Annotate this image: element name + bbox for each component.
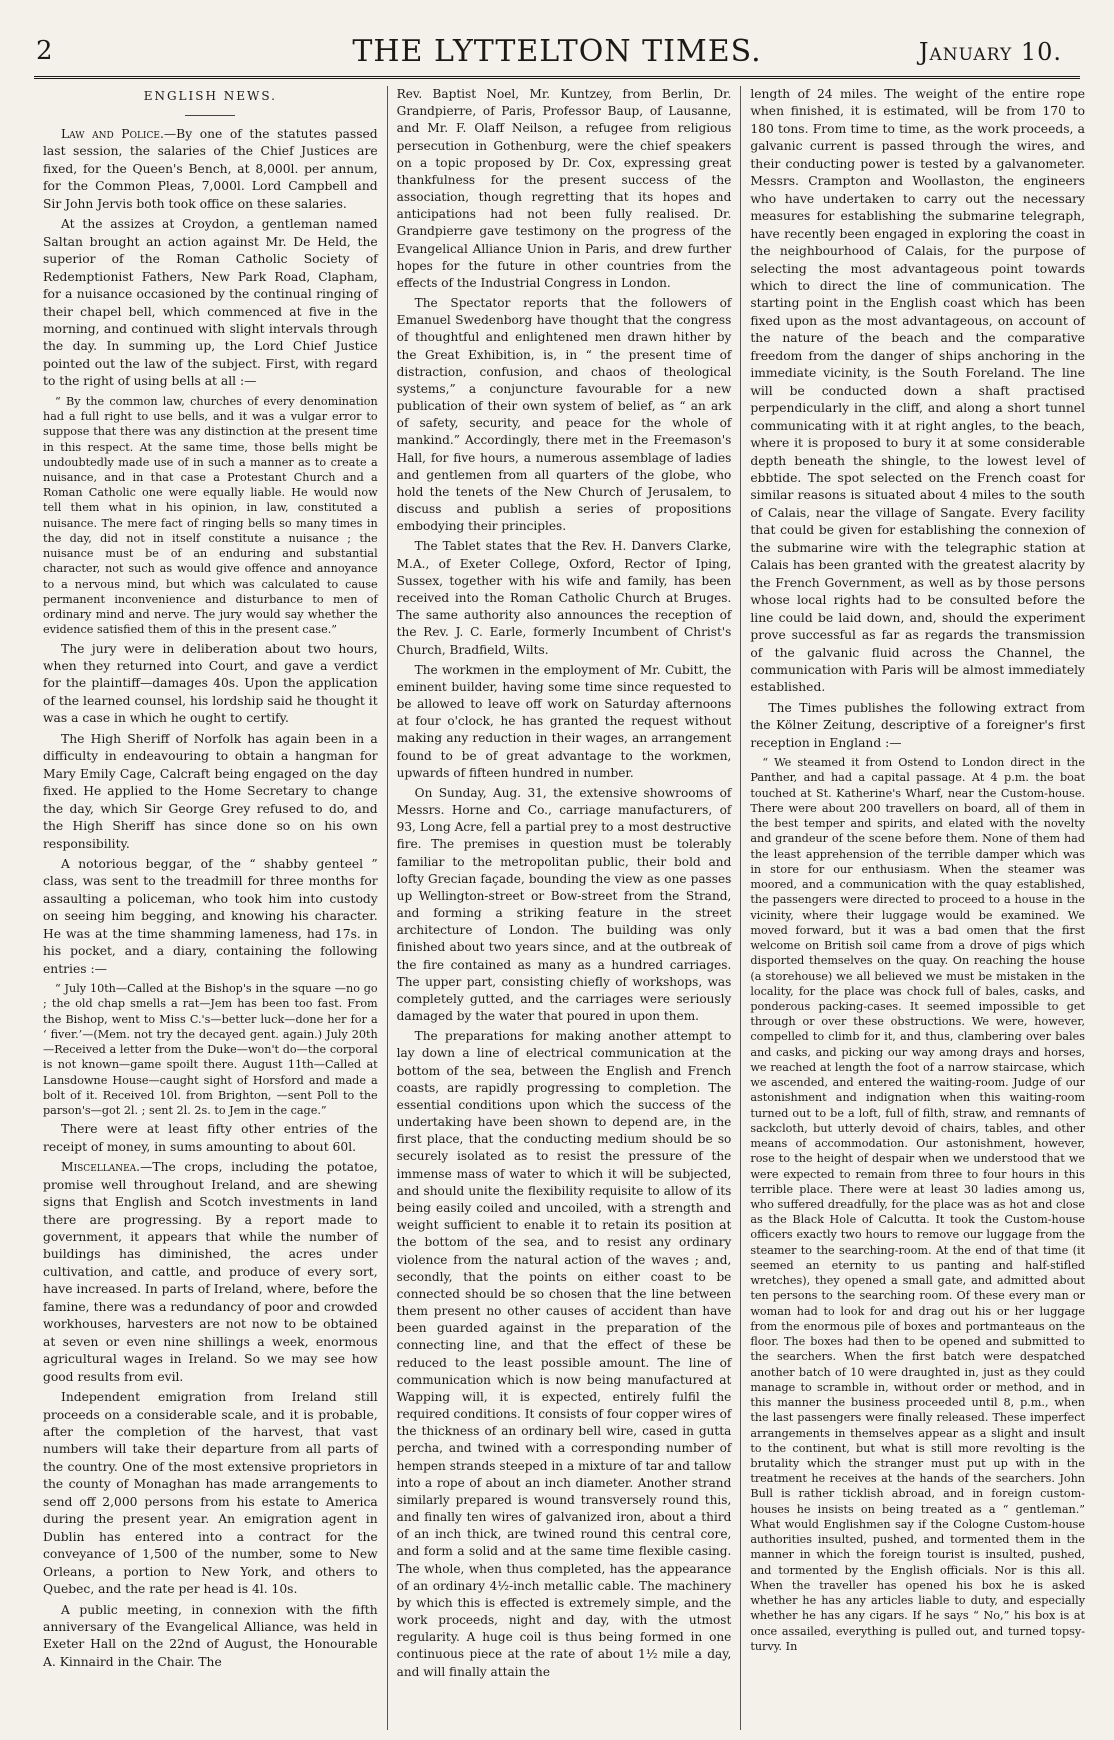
paragraph-text: “ July 10th—Called at the Bishop's in the square —no go ; the old chap smells a rat—Jem has been too fast. From the Bishop, went to Miss C.'s—better luck—done her for a ‘ fiver.’—(Mem. not try the decayed gent. again.) July 20th—Received a letter from the Duke—won't do—the corporal is not known—game spoilt there. August 11th—Called at Lansdowne House—caught sight of Horsford and made a bolt of it. Received 10l. from Brighton, —sent Poll to the parson's—got 2l. ; sent 2l. 2s. to Jem in the cage.” — [43, 982, 378, 1118]
article-paragraph — [397, 538, 732, 658]
masthead — [34, 30, 1080, 79]
paragraph-text: Independent emigration from Ireland still proceeds on a considerable scale, and it is probable, after the completion of the harvest, that vast numbers will take their departure from all parts of the country. One of the most extensive proprietors in the county of Monaghan has made arrangements to send off 2,000 persons from his estate to America during the present year. An emigration agent in Dublin has entered into a contract for the conveyance of 1,500 of the number, some to New Orleans, a portion to New York, and others to Quebec, and the rate per head is 4l. 10s. — [43, 1390, 378, 1597]
article-paragraph — [43, 856, 378, 978]
paragraph-text: The crops, including the potatoe, promise well throughout Ireland, and are shewing signs that English and Scotch investments in land there are progressing. By a report made to government, it appears that while the number of buildings has diminished, the acres under cultivation, and cattle, and produce of every sort, have increased. In parts of Ireland, where, before the famine, there was a redundancy of poor and crowded workhouses, harvesters are not now to be obtained at seven or even nine shillings a week, enormous agricultural wages in Ireland. So we may see how good results from evil. — [43, 1160, 378, 1384]
article-paragraph — [750, 700, 1085, 752]
newspaper-title: THE LYTTELTON TIMES. — [352, 34, 762, 69]
column-2 — [387, 86, 741, 1730]
paragraph-text: The workmen in the employment of Mr. Cubitt, the eminent builder, having some time since requested to be allowed to leave off work on Saturday afternoons at four o'clock, he has granted the request without making any reduction in their wages, an arrangement found to be of great advantage to the workmen, upwards of fifteen hundred in number. — [396, 662, 732, 780]
article-paragraph — [43, 1602, 378, 1672]
paragraph-text: At the assizes at Croydon, a gentleman named Saltan brought an action against Mr. De Held, the superior of the Roman Catholic Society of Redemptionist Fathers, New Park Road, Clapham, for a nuisance occasioned by the continual ringing of their chapel bell, which commenced at five in the morning, and continued with slight intervals through the day. In summing up, the Lord Chief Justice pointed out the law of the subject. First, with regard to the right of using bells at all :— — [43, 217, 378, 389]
column-1 — [34, 86, 387, 1730]
paragraph-text: The Spectator reports that the followers of Emanuel Swedenborg have thought that the congress of thoughtful and enlightened men drawn hither by the Great Exhibition, is, in “ the present time of distraction, confusion, and chaos of theological systems,” a conjuncture favourable for a new publication of their own system of belief, as “ an ark of safety, security, and peace for the whole of mankind.” Accordingly, there met in the Freemason's Hall, for five hours, a numerous assemblage of ladies and gentlemen from all quarters of the globe, who hold the tenets of the New Church of Jerusalem, to discuss and publish a series of propositions embodying their principles. — [396, 296, 732, 534]
paragraph-text: The Tablet states that the Rev. H. Danvers Clarke, M.A., of Exeter College, Oxford, Rector of Iping, Sussex, together with his wife and family, has been received into the Roman Catholic Church at Bruges. The same authority also announces the reception of the Rev. J. C. Earle, formerly Incumbent of Christ's Church, Bradfield, Wilts. — [396, 539, 732, 657]
article-paragraph — [397, 662, 732, 782]
page-number: 2 — [36, 36, 53, 66]
article-paragraph — [397, 785, 732, 1025]
paragraph-lead: Miscellanea.— — [61, 1160, 153, 1175]
article-paragraph — [397, 1028, 732, 1681]
article-paragraph — [43, 1159, 378, 1386]
paragraph-text: “ We steamed it from Ostend to London direct in the Panther, and had a capital passage. At 4 p.m. the boat touched at St. Katherine's Wharf, near the Custom-house. There were about 200 travellers on board, all of them in the best temper and spirits, and elated with the novelty and grandeur of the scene before them. None of them had the least apprehension of the terrible damper which was in store for our enthusiasm. When the steamer was moored, and a communication with the quay established, the passengers were directed to proceed to a house in the vicinity, where their luggage would be examined. We moved forward, but it was a bad omen that the first welcome on British soil came from a drove of pigs which disported themselves on the quay. On reaching the house (a storehouse) we all believed we must be mistaken in the locality, for the place was chock full of bales, casks, and ponderous packing-cases. It seemed impossible to get through or over these obstructions. We were, however, compelled to climb for it, and thus, clambering over bales and casks, and picking our way among drays and horses, we reached at length the foot of a narrow staircase, which we ascended, and entered the waiting-room. Judge of our astonishment and indignation when this waiting-room turned out to be a loft, full of filth, straw, and remnants of sackcloth, but utterly devoid of chairs, tables, and other means of accommodation. Our astonishment, however, rose to the height of despair when we understood that we were expected to remain from three to four hours in this terrible place. There were at least 30 ladies among us, who suffered dreadfully, for the place was as hot and close as the Black Hole of Calcutta. It took the Custom-house officers exactly two hours to remove our luggage from the steamer to the searching-room. At the end of that time (it seemed an eternity to us panting and half-stifled wretches), they opened a small gate, and admitted about ten persons to the searching room. Of these every man or woman had to look for and drag out his or her luggage from the enormous pile of boxes and portmanteaus on the floor. The boxes had then to be opened and submitted to the searchers. When the first batch were despatched another batch of 10 were draughted in, just as they could manage to scramble in, without order or method, and in this manner the business proceeded until 8, p.m., when the last passengers were finally released. These imperfect arrangements in themselves appear as a slight and insult to the continent, but what is still more revolting is the brutality which the stranger must put up with in the treatment he receives at the hands of the searchers. John Bull is rather ticklish abroad, and in foreign custom-houses he insists on being treated as a “ gentleman.” What would Englishmen say if the Cologne Custom-house authorities insulted, pushed, and tormented them in the manner in which the foreign tourist is insulted, pushed, and tormented by the English officials. Nor is this all. When the traveller has opened his box he is asked whether he has any articles liable to duty, and especially whether he has any cigars. If he says “ No,” his box is at once assailed, everything is pulled out, and turned topsy-turvy. In — [750, 756, 1086, 1653]
article-paragraph — [43, 126, 378, 213]
article-paragraph — [43, 981, 378, 1118]
paragraph-text: The jury were in deliberation about two hours, when they returned into Court, and gave a verdict for the plaintiff—damages 40s. Upon the application of the learned counsel, his lordship said he thought it was a case in which he ought to certify. — [43, 641, 378, 726]
paragraph-text: There were at least fifty other entries of the receipt of money, in sums amounting to about 60l. — [43, 1122, 378, 1154]
paragraph-text: By one of the statutes passed last session, the salaries of the Chief Justices are fixed, for the Queen's Bench, at 8,000l. per annum, for the Common Pleas, 7,000l. Lord Campbell and Sir John Jervis both took office on these salaries. — [43, 127, 378, 211]
paragraph-text: Rev. Baptist Noel, Mr. Kuntzey, from Berlin, Dr. Grandpierre, of Paris, Professor Baup, of Lausanne, and Mr. F. Olaff Neilson, a refugee from religious persecution in Gothenburg, were the chief speakers on a topic proposed by Dr. Cox, expressing great thankfulness for the present success of the association, though regretting that its hopes and anticipations had not been fully realised. Dr. Grandpierre gave testimony on the progress of the Evangelical Alliance Union in Paris, and drew further hopes for the future in other countries from the effects of the Industrial Congress in London. — [396, 87, 732, 290]
article-paragraph — [43, 216, 378, 391]
heading-rule — [185, 115, 235, 116]
paragraph-text: A public meeting, in connexion with the fifth anniversary of the Evangelical Alliance, was held in Exeter Hall on the 22nd of August, the Honourable A. Kinnaird in the Chair. The — [43, 1602, 378, 1669]
article-columns — [34, 86, 1094, 1730]
article-paragraph — [43, 394, 378, 638]
article-paragraph — [397, 295, 732, 535]
paragraph-text: A notorious beggar, of the “ shabby genteel ” class, was sent to the treadmill for three months for assaulting a policeman, who took him into custody on seeing him begging, and knowing his character. He was at the time shamming lameness, had 17s. in his pocket, and a diary, containing the following entries :— — [43, 857, 378, 976]
paragraph-text: The High Sheriff of Norfolk has again been in a difficulty in endeavouring to obtain a hangman for Mary Emily Cage, Calcraft being engaged on the day fixed. He applied to the Home Secretary to change the day, which Sir George Grey refused to do, and the High Sheriff has since done so on his own responsibility. — [43, 731, 378, 851]
paragraph-text: The preparations for making another attempt to lay down a line of electrical communication at the bottom of the sea, between the English and French coasts, are rapidly progressing to completion. The essential conditions upon which the success of the undertaking have been shown to depend are, in the first place, that the conducting medium should be so securely isolated as to resist the pressure of the immense mass of water to which it will be subjected, and should unite the flexibility requisite to allow of its being easily coiled and uncoiled, with a strength and weight sufficient to enable it to retain its position at the bottom of the sea, and to resist any ordinary violence from the natural action of the waves ; and, secondly, that the points on either coast to be connected should be so chosen that the line between them present no other causes of accident than have been guarded against in the preparation of the connecting line, and that the effect of these be reduced to the least possible amount. The line of communication which is now being manufactured at Wapping will, it is expected, entirely fulfil the required conditions. It consists of four copper wires of the thickness of an ordinary bell wire, cased in gutta percha, and twined with a corresponding number of hempen strands steeped in a mixture of tar and tallow into a rope of about an inch diameter. Another strand similarly prepared is wound transversely round this, and finally ten wires of galvanized iron, about a third of an inch thick, are twined round this central core, and form a solid and at the same time flexible casing. The whole, when thus completed, has the appearance of an ordinary 4½-inch metallic cable. The machinery by which this is effected is extremely simple, and the work proceeds, night and day, with the utmost regularity. A huge coil is thus being formed in one continuous piece at the rate of about 1½ mile a day, and will finally attain the — [396, 1029, 732, 1679]
article-paragraph — [43, 731, 378, 853]
article-paragraph — [397, 86, 732, 292]
article-paragraph — [750, 86, 1085, 697]
article-paragraph — [43, 1389, 378, 1598]
article-paragraph — [43, 1121, 378, 1156]
article-paragraph — [750, 755, 1085, 1654]
article-paragraph — [43, 641, 378, 728]
issue-date: January 10. — [918, 38, 1062, 66]
paragraph-lead: Law and Police.— — [61, 127, 177, 142]
paragraph-text: length of 24 miles. The weight of the entire rope when finished, it is estimated, will be from 170 to 180 tons. From time to time, as the work proceeds, a galvanic current is passed through the wires, and their conducting power is tested by a galvanometer. Messrs. Crampton and Woollaston, the engineers who have undertaken to carry out the necessary measures for establishing the submarine telegraph, have recently been engaged in exploring the coast in the neighbourhood of Calais, for the purpose of selecting the most advantageous point towards which to direct the line of communication. The starting point in the English coast which has been fixed upon as the most advantageous, on account of the nature of the beach and the comparative freedom from the danger of ships anchoring in the immediate vicinity, is the South Foreland. The line will be conducted down a shaft practised perpendicularly in the cliff, and along a short tunnel communicating with it at right angles, to the beach, where it is proposed to bury it at some considerable depth beneath the shingle, to the lowest level of ebbtide. The spot selected on the French coast for similar reasons is situated about 4 miles to the south of Calais, near the village of Sangate. Every facility that could be given for establishing the connexion of the submarine wire with the telegraphic station at Calais has been granted with the greatest alacrity by the French Government, as well as by those persons whose local rights had to be consulted before the line could be laid down, and, should the experiment prove successful as far as regards the transmission of the galvanic fluid across the Channel, the communication with Paris will be almost immediately established. — [750, 87, 1086, 695]
paragraph-text: On Sunday, Aug. 31, the extensive showrooms of Messrs. Horne and Co., carriage manufacturers, of 93, Long Acre, fell a partial prey to a most destructive fire. The premises in question must be tolerably familiar to the metropolitan public, their bold and lofty Grecian façade, bounding the view as one passes up Wellington-street or Bow-street from the Strand, and forming a striking feature in the street architecture of London. The building was only finished about two years since, and at the outbreak of the fire contained as many as a hundred carriages. The upper part, consisting chiefly of workshops, was completely gutted, and the carriages were seriously damaged by the water that poured in upon them. — [396, 785, 732, 1024]
paragraph-text: “ By the common law, churches of every denomination had a full right to use bells, and it was a vulgar error to suppose that there was any distinction at the present time in this respect. At the same time, those bells might be undoubtedly made use of in such a manner as to create a nuisance, and in that case a Protestant Church and a Roman Catholic one were equally liable. He would now tell them what in his opinion, in law, constituted a nuisance. The mere fact of ringing bells so many times in the day, did not in itself constitute a nuisance ; the nuisance must be of an enduring and substantial character, not such as would give offence and annoyance to a nervous mind, but which was calculated to cause permanent inconvenience and disturbance to men of ordinary mind and nerve. The jury would say whether the evidence satisfied them of this in the present case.” — [43, 394, 378, 637]
column-3 — [740, 86, 1094, 1730]
paragraph-text: The Times publishes the following extract from the Kölner Zeitung, descriptive of a foreigner's first reception in England :— — [750, 700, 1086, 750]
section-heading: ENGLISH NEWS. — [143, 89, 277, 103]
